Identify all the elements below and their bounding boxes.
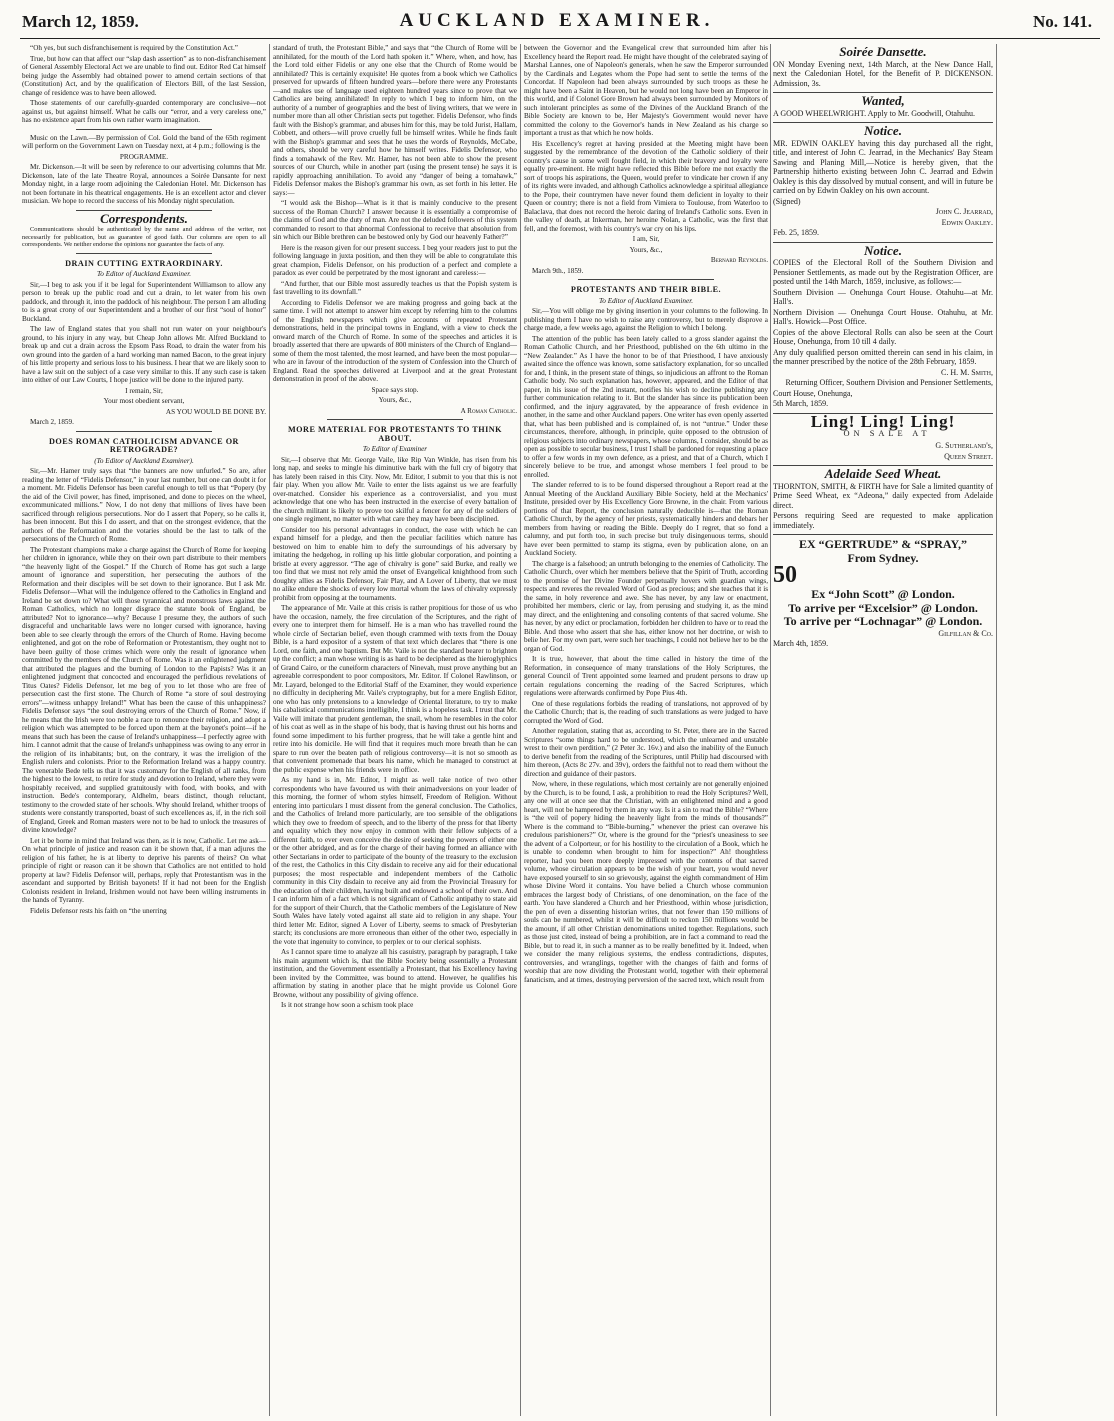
date-line: March 2, 1859. [30, 418, 74, 426]
column-1 [22, 44, 266, 1416]
masthead-rule [20, 38, 1100, 39]
paragraph: The charge is a falsehood; an untruth belonging to the enemies of Catholicity. The Catholic Church, over which her members believe that the Spirit of Truth, according to the promise of her Divine Founder perpetually hovers with guardian wings, respects and reveres the revealed Word of God as precious; and she teaches that it is the same, in holy reverence and awe. She has never, by any law or enactment, prohibited her members, cleric or lay, from perusing and studying it, as the mind may direct, and the enlightening and consoling contents of that sacred volume. She has never, by any edict or proclamation, forbidden her children to have or to read the Bible. And those who assert that she has, either know not her doctrine, or wish to belie her. For my own part, were such her teachings, I could not believe her to be the organ of God. [524, 559, 768, 653]
ad-column-1 [773, 44, 993, 1416]
signature: Returning Officer, Southern Division and Pensioner Settlements, [785, 378, 993, 387]
paragraph: Sir,—You will oblige me by giving insertion in your columns to the following. In publishing them I have no wish to raise any controversy, but to merely disprove a charge made, a few weeks ago, against the Religion to which I belong. [524, 307, 768, 332]
paragraph: “Oh yes, but such disfranchisement is required by the Constitution Act.” [30, 44, 238, 52]
column-2 [273, 44, 517, 1416]
protestants-heading: PROTESTANTS AND THEIR BIBLE. [570, 285, 722, 294]
issue-date: March 12, 1859. [22, 12, 139, 31]
programme-heading: PROGRAMME. [119, 152, 169, 161]
seed-body: Persons requiring Seed are requested to make application immediately. [773, 511, 993, 530]
johnscott-heading: Ex “John Scott” @ London. [811, 587, 955, 601]
signature: AS YOU WOULD BE DONE BY. [165, 407, 266, 416]
issue-number: No. 141. [1032, 12, 1092, 31]
paragraph: True, but how can that affect our “slap dash assertion” as to non-disfranchisement of General Assembly Electoral Act we are unable to find out. Editor Red Cat himself being judge the Assembly had obtained power to amend certain sections of that (Constitution) Act, and by the qualification of Electors Bill, of the last Session, change of residence was to have been allowed. [22, 54, 266, 97]
seed-heading: Adelaide Seed Wheat. [824, 466, 942, 481]
signoff: Yours, &c., [629, 245, 663, 254]
signoff: Yours, &c., [378, 396, 412, 404]
protestants-addressee: To Editor of Auckland Examiner. [598, 296, 694, 305]
ling-body: ON SALE AT [843, 429, 931, 438]
paragraph: between the Governor and the Evangelical crew that surrounded him after his Excellency heard the Report read. He might have thought of the celebrated saying of Marshal Lannes, one of Napoleon's generals, when he saw the Emperor surrounded by the Cardinals and Legates whom the Pope had sent to settle the terms of the Concordat. If Napoleon had been always surrounded by such troops as these he might have been a Saint in Heaven, but he would not long have been an Emperor in this world, and if Colonel Gore Brown had always been surrounded by Monitors of such intolerant principles as some of the Divines of the Auckland Branch of the Bible Society are known to be, Her Majesty's Government would never have committed the colony to the Governor's hands in New Zealand as his charge so important a trust as that which he now holds. [524, 44, 768, 137]
signature: Edwin Oakley. [941, 217, 993, 227]
column-divider [269, 44, 270, 1416]
paragraph: The appearance of Mr. Vaile at this crisis is rather propitious for those of us who have the occasion, namely, the free circulation of the Scriptures, and the right of every one to interpret them for himself. He is a man who has travelled round the whole circle of Sectarian belief, even though crammed with texts from the Douay Bible, is a hard expositor of a system of that text which declares that “there is one Lord, one faith, and one baptism. But Mr. Vaile is not the standard bearer to brighten up the conflict; a man whose writing is as hard to be deciphered as the hieroglyphics of Grand Cairo, or the cuneiform characters of Ninevah, must prove anything but an agreeable correspondent to poor compositors, Mr. Editor. If Colonel Rawlinson, or Mr. Layard, belonged to the Editorial Staff of the Examiner, they would experience no difficulty in deciphering Mr. Vaile's cryptography, but for a mere English Editor, one who has only pretensions to a knowledge of Oriental literature, to try to make his cabalistical communications intelligible, I think is a hopeless task. I trust that Mr. Vaile will imitate that prudent gentleman, the snail, whom he resembles in the color of his coat as well as in the shape of his body, that is having thrust out his horns and found some impediment to his further progress, that he will take a gentle hint and retire into his domicile. He will find that it requires much more breath than he can spare to run over the beaten path of religious controversy—it is not so smooth as that convenient promenade that bears his name, which he managed to construct at the public expense when his friends were in office. [273, 604, 517, 774]
paragraph: Sir,—I beg to ask you if it be legal for Superintendent Williamson to allow any person to break up the public road and cut a drain, to let water from his own paddock, and through it, into the paddock of his neighbour. The person I am alluding to is a great crony of our Superintendent and a brother of our first “soul of honor” Buckland. [22, 280, 266, 323]
wanted-heading: Wanted, [861, 93, 905, 108]
spray-heading: EX “GERTRUDE” & “SPRAY,” [798, 537, 968, 551]
paragraph: Now, where, in these regulations, which most certainly are not generally enjoined by the Church, is to be found, I ask, a prohibition to read the Holy Scriptures? Well, any one will at once see that the Christian, with an enlightened mind and a good heart, will not be hampered by them in any way. Is it a sin to read the Bible? “Where is “the veil of popery hiding the heavenly light from the minds of thousands?” Where is the command to “Bible-burning,” whenever the priest can overawe his credulous parishioners?” Or, where is the ground for the “priest's uneasiness to see the advent of a Colporteur, or for his hostility to the circulation of a Book, which he is unable to condemn when brought to him for inspection?” Ah! thoughtless reporter, had you been more deeply impressed with the contents of that sacred volume, whose circulation appears to be the wish of your heart, you would never have exposed yourself to sin so grievously, against the eighth commandment of Him whose Divine Word it contains. You have belied a Church whose communion embraces the largest body of Christians, of one denomination, on the face of the earth. You have slandered a Church and her Priesthood, within whose jurisdiction, the pen of even a dissenting historian writes, that not fewer than 150 millions of souls can be numbered, whilst it will be difficult to reckon 150 millions would be the amount, if all other Christian denominations united together. Regulations, such as those just cited, instead of being a prohibition, are in fact a command to read the Bible, but to read it, in such a manner as to be really benefitted by it. Indeed, when we consider the many religious systems, the endless contradictions, disputes, controversies, and wranglings, together with the changes of faith and forms of worship that are now dividing the Protestant world, together with their ephemeral fanaticism, and at times, destroying perversion of the sacred text, which result from [524, 780, 768, 984]
paragraph: As my hand is in, Mr. Editor, I might as well take notice of two other correspondents who have favoured us with their animadversions on your leader of this morning, the former of whom styles himself, Freedom of Religion. Without entering into particulars I must dissent from the general conclusion. The Catholics, and the Catholics of Ireland more particularly, are too sensible of the obligations which they owe to freedom of speech, and to the liberty of the press for that liberty and equality which they now enjoy in common with their fellow subjects of a different faith, to ever even conceive the desire of seeking the powers of either one or the other abridged, and as for the charge of their having formed an alliance with other Sectarians in order to participate of the bounty of the treasury to the exclusion of the rest, the Catholics in this City disdain to receive any aid for their educational purposes; the most respectable and independent members of the Catholic community in this City disdain to receive any aid from the Provincial Treasury for the education of their children, having built and endowed a school of their own. And I can inform him of a fact which is not significant of Catholic antipathy to state aid for the support of their Church, that the Catholic members of the Legislature of New South Wales have lately voted against all state aid to religion in any shape. Your third letter Mr. Editor, signed A Lover of Liberty, seems to smack of Presbyterian starch; its conclusions are more erroneous than either of the other two, especially in the vote that ingenuity to convince, to perplex or to our clerical sophists. [273, 776, 517, 946]
signature: John C. Jearrad, [935, 207, 993, 216]
signoff: I am, Sir, [632, 235, 660, 243]
soiree-body: ON Monday Evening next, 14th March, at the New Dance Hall, next the Caledonian Hotel, for the Benefit of P. DICKENSON. Admission, 3s. [773, 59, 993, 88]
notice-body: COPIES of the Electoral Roll of the Southern Division and Pensioner Settlements, as made out by the Registration Officer, are posted until the 14th March, 1859, inclusive, as follows:— [773, 258, 993, 286]
paragraph: The Protestant champions make a charge against the Church of Rome for keeping her children in ignorance, while they on their own part distribute to their members “the heavenly light of the Gospel.” If the Church of Rome has got such a large amount of ignorance and superstition, her persecuting the authors of the Reformation and their disciples will be set down to their ignorance. But I ask Mr. Fidelis Defensor—What will the indulgence offered to the Catholics in England and Ireland be set down to? What will those tyrannical and monstrous laws against the Roman Catholics, which no longer disgrace the statute book of England, be attributed? Not to ignorance—why? Because I presume they, the authors of such disgraceful and uncharitable laws were no longer cursed with ignorance, having been able to see clearly through the errors of the Church of Rome. Having become enlightened, and got on the robe of Reformation or Protestantism, they ought not to have been guilty of those crimes which were only the result of ignorance when committed by the members of the Church of Rome. Was it an enlightened judgment that attributed the plagues and the burning of London to the Papists? Was it an enlightened judgment that concocted and encouraged the perfidious revelations of Titus Oates? Fidelis Defensor, let me beg of you to let those who are free of persecution cast the first stone. The Church of Rome “a store of soul destroying errors”—witness unhappy Ireland!” What has been the cause of this unhappiness? Fidelis Defensor says “the soul destroying errors of the Church of Rome.” Now, if he means that the Irish were too noble a race to renounce their religion, and adopt a religion which was attempted to be forced upon them at the bayonet's point—if he means that such has been the cause of Ireland's unhappiness—I perfectly agree with him. I cannot admit that the cause of Ireland's unhappiness was owing to any error in the religion of its inhabitants; but, on the contrary, it was the irreligion of the English rulers and colonists. Prior to the Reformation Ireland was a happy country. The venerable Bede tells us that it was customary for the English of all ranks, from the highest to the lowest, to retire for study and devotion to Ireland, where they were hospitably received, and supplied gratuitously with food, with books, and with instruction. Bede's contemporary, Aldhelm, bears distinct, though reluctant, testimony to the crowded state of her schools. Why should Ireland, whither troops of students were constantly transported, boast of such excellences as, if, in the rich soil of England, Greek and Roman masters were not to be had to unlock the treasures of divine knowledge? [22, 545, 266, 834]
column-divider [996, 44, 997, 1416]
excelsior-heading: To arrive per “Excelsior” @ London. [788, 600, 978, 615]
paragraph: Sir,—I observe that Mr. George Vaile, like Rip Van Winkle, has risen from his long nap, and seeks to mingle his diminutive bark with the full cry of bigotry that has lately been raised in this City. Now, Mr. Editor, I submit to you that this is not fair play. When you allow Mr. Vaile to enter the lists against us we are fearfully over-matched. Consider his experience as a controversialist, and you must acknowledge that one who has been instructed in the exercise of every battalion of the church militant is likely to prove too skilful a fencer for any of the soldiers of one single regiment, no matter with what care they may have been disciplined. [273, 455, 517, 523]
date-line: Feb. 25, 1859. [773, 228, 819, 237]
correspondents-note: Communications should be authenticated by the name and address of the writer, not necessarily for publication, but as guarantee of good faith. Our columns are open to all correspondents. We neither endorse the opinions nor guarantee the facts of any. [22, 226, 266, 248]
paragraph: The slander referred to is to be found dispersed throughout a Report read at the Annual Meeting of the Auckland Auxiliary Bible Society, held at the Mechanics' Institute, presided over by His Excellency Gore Browne, in the chair. From various portions of that Report, the conclusion naturally deducible is—that the Roman Catholic Church, by the agency of her priests, systematically hinders and debars her members from having or reading the Bible. Deeply do I regret, that so fond a calumny, and put forth too, in such precise but truly disingenuous terms, should have ever been permitted to stamp its stigma, even by publication alone, on an Auckland Society. [524, 481, 768, 557]
soiree-heading: Soirée Dansette. [839, 44, 927, 59]
paragraph: standard of truth, the Protestant Bible,” and says that “the Church of Rome will be annihilated, for the mouth of the Lord hath spoken it.” Where, when, and how, has the Lord told either Fidelis or any one else that the Church of Rome would be annihilated? This is certainly exquisite! He quotes from a book which we Catholics preserved for upwards of fifteen hundred years—before there were any Protestants—and makes use of language used eighteen hundred years since to prove that we Catholics are being annihilated! In reply to which I beg to inform him, on the authority of a number of geographies and the best of living writers, that we were in number more than all other Christian sects put together. Fidelis Defensor, who finds fault with the Bishop's grammar, and abuses him for this, may be told Jurist, Hallam, Cobbett, and others—will prove cruelly full be himself writes. While he finds fault with the Bishop's grammar and sees that he uses the words of Reynolds, McCabe, and others, should be very careful how he himself writes. Fidelis Defensor, who finds a tomahawk of the Rev. Mr. Hamer, has not been able to show the present sources of our Church, while in another part (using the present tense) he says it is rapidly approaching annihilation. To avoid any “danger of being a tomahawk,” Fidelis Defensor makes the Bishop's grammar his own, as set forth in his letter. He says:— [273, 44, 517, 197]
paragraph: Space says stop. [371, 385, 419, 394]
notice-body: Copies of the above Electoral Rolls can also be seen at the Court House, Onehunga, from 10 till 4 daily. [773, 327, 993, 346]
paragraph: One of these regulations forbids the reading of translations, not approved of by the Catholic Church; that is, the reading of such translations as were judged to have corrupted the Word of God. [524, 699, 768, 725]
paragraph: Is it not strange how soon a schism took place [281, 1001, 414, 1009]
signature: A Roman Catholic. [460, 406, 517, 415]
seed-body: THORNTON, SMITH, & FIRTH have for Sale a limited quantity of Prime Seed Wheat, ex “Adeona,” daily expected from Adelaide direct. [773, 481, 993, 510]
section-rule [773, 534, 993, 535]
paragraph: Fidelis Defensor rests his faith on “the unerring [30, 906, 167, 915]
notice-place: Court House, Onehunga, [773, 388, 853, 398]
paragraph: The law of England states that you shall not run water on your neighbour's ground, to his injury in any way, but Cheap John allows Mr. Alfred Buckland to break up and cut a drain across the Epsom Pass Road, to drain the water from his own ground into the garden of a hard working man named Bacon, to the great injury of his little property and serious loss to his business. I hear that we are likely soon to have a law suit on the subject of a case very similar to this. If any such case is taken into either of our Law Courts, I hope justice will be done to the injured party. [22, 325, 266, 384]
music-paragraph: Music on the Lawn.—By permission of Col. Gold the band of the 65th regiment will perform on the Government Lawn on Tuesday next, at 4 p.m.; following is the [22, 133, 266, 150]
signature: Gilfillan & Co. [938, 628, 993, 638]
lochnagar2-heading: To arrive per “Lochnagar” @ London. [783, 614, 983, 628]
column-divider [770, 44, 771, 1416]
notice-south: Southern Division — Onehunga Court House. Otahuhu—at Mr. Hall's. [773, 287, 993, 306]
paragraph: According to Fidelis Defensor we are making progress and going back at the same time. I will not attempt to answer him except by referring him to the columns of the English newspapers which give accounts of repeated Protestant demonstrations, held in the principal towns in England, with a view to check the onward march of the Church of Rome. In some of the speeches and articles it is broadly asserted that there are upwards of 800 ministers of the Church of England—some of them the most talented, the most learned, and have been the most popular—who are in favour of the introduction of the system of Confession into the Church of England. Read the speeches delivered at Liverpool and at the great Protestant demonstration in proof of the above. [273, 298, 517, 383]
notice-heading: Notice. [864, 242, 902, 258]
date-line: March 4th, 1859. [773, 639, 829, 648]
paragraph: Consider too his personal advantages in conduct, the ease with which he can expand himself for a pledge, and then the peculiar facilities which nature has bestowed on him to enable him to defy the surroundings of his adversary by imitating the hedgehog, in rolling up his little globular corporation, and pointing a bristle at every aggressor. “The age of chivalry is gone” said Burke, and really we too find that we must not rely amid the onset of Evangelical knighthood from such doughty allies as Fidelis Defensor, Fair Play, and A Lover of Liberty, that we must no alike endure the shocks of every low mortal whom the laws of chivalry expressly prohibit from opposing at the tournaments. [273, 525, 517, 602]
paragraph: As I cannot spare time to analyze all his casuistry, paragraph by paragraph, I take his main argument which is, that the Bible Society being essentially a Protestant institution, and the Government essentially a Protestant, that his Excellency having been invited by the Committee, was bound to attend. However, he qualifies his affirmation by stating in another place that he might provide us Colonel Gore Browne, without any possibility of giving offence. [273, 948, 517, 999]
rc-addressee: (To Editor of Auckland Examiner). [94, 456, 194, 465]
section-rule [76, 129, 213, 130]
quote: “I would ask the Bishop—What is it that is mainly conducive to the present success of the Roman Church? I answer because it is essentially a compromise of the claims of God and the duty of man. Are not the deluded followers of this system commanded to resort to that abnormal Confessional to receive that absolution from sin which our Bible brethren can be bestowed only by God our heavenly Father?” [273, 199, 517, 241]
spray-block [773, 565, 993, 585]
section-rule [578, 279, 715, 280]
notice-body: MR. EDWIN OAKLEY having this day purchased all the right, title, and interest of John C. Jearrad, in the Mechanics' Bay Steam Sawing and Planing Mill,—Notice is hereby given, that the Partnership hitherto existing between John C. Jearrad and Edwin Oakley is this day dissolved by mutual consent, and will in future be carried on by Edwin Oakley on his own account. [773, 138, 993, 195]
paragraph: Sir,—Mr. Hamer truly says that “the banners are now unfurled.” So are, after reading the letter of “Fidelis Defensor,” in your last number, but one can doubt it for a moment. Mr. Fidelis Defensor has been careful enough to tell us that “Popery (by the aid of the Civil power, has fined, imprisoned, and done to pieces on the wheel, excommunicated millions.” Now, I do not deny that millions of lives have been sacrificed through religious persecutions. Nor do I assert that Popery, so he calls it, has been innocent. But this I do assert, and that on the strongest evidence, that the authors of the Reformation and the votaries should be the last to talk of the persecutions of the Church of Rome. [22, 467, 266, 543]
quote: “And further, that our Bible most assuredly teaches us that the Popish system is fast travelling to its downfall.” [273, 279, 517, 296]
spray-subheading: From Sydney. [847, 550, 919, 565]
column-3 [524, 44, 768, 1416]
rc-heading: DOES ROMAN CATHOLICISM ADVANCE OR RETROGRADE? [49, 436, 239, 454]
correspondents-heading: Correspondents. [100, 210, 188, 226]
date-line: March 9th., 1859. [532, 266, 584, 275]
signature: C. H. M. Smith, [940, 367, 993, 377]
paragraph: The attention of the public has been lately called to a gross slander against the Roman Catholic Church, and her Priesthood, published on the 6th ultimo in the “New Zealander.” As I have the honor to be of that Priesthood, I have anxiously awaited since the offence was known, some satisfactory explanation, for so uncalled for and, I think, in the present state of things, so injudicious an affront to the Roman Catholic body. No such explanation has, however, appeared, and the Editor of that paper, in his issue of the 2nd instant, notifies his wish to decline publishing any further communication relating to it. But the slander has since its publication been confirmed, and the injury aggravated, by the appearance of fresh evidence in another, in the same and other Auckland papers. One writer has even openly asserted that, what has been published and is complained of, is not “untrue.” Under these circumstances, therefore, although, in principle, quite opposed to the obtrusion of religious subjects into ordinary newspapers, whose columns, I consider, should be as open as possible to secular business, I trust I shall be pardoned for requesting a place to offer a few words in my own defence, as a priest, and that of a Church, which I sincerely believe to be true, and amongst whose members I feel proud to be enrolled. [524, 334, 768, 479]
more-heading: MORE MATERIAL FOR PROTESTANTS TO THINK ABOUT. [287, 425, 503, 443]
notice-heading: Notice. [864, 123, 902, 138]
section-rule [76, 431, 213, 432]
section-rule [327, 419, 464, 420]
section-rule [76, 253, 213, 254]
signature: G. Sutherland's, [935, 441, 993, 450]
paragraph: Here is the reason given for our present success. I beg your readers just to put the following language in juxta position, and then they will be able to congratulate this great champion, Fidelis Defensor, on his production of a perfect and complete a paradox as ever could be perpetrated by the most ignorant and careless:— [273, 243, 517, 277]
paragraph: It is true, however, that about the time called in history the time of the Reformation, in consequence of many translations of the Holy Scriptures, the general Council of Trent appointed some learned and prudent persons to draw up certain regulations concerning the reading of the Sacred Scriptures, which regulations were afterwards confirmed by Pope Pius 4th. [524, 655, 768, 697]
paragraph: Another regulation, stating that as, according to St. Peter, there are in the Sacred Scriptures “some things hard to be understood, which the unlearned and unstable wrest to their own perdition,” (2 Peter 3c. 16v.) and also the inability of the Eunuch to derive benefit from the reading of the Scriptures, until Philip had discoursed with him thereon, (Acts 8c 27v. and 39v), orders the faithful not to read them without the direction and guidance of their pastors. [524, 727, 768, 778]
signoff: I remain, Sir, [125, 386, 163, 395]
drain-heading: DRAIN CUTTING EXTRAORDINARY. [65, 258, 223, 268]
spray-quantity: 50 [773, 565, 797, 585]
drain-addressee: To Editor of Auckland Examiner. [96, 270, 192, 278]
ad-column-2-spacer [1000, 44, 1100, 1416]
newspaper-title: AUCKLAND EXAMINER. [399, 10, 715, 31]
notice-north: Northern Division — Onehunga Court House. Otahuhu, at Mr. Hall's. Howick—Post Office. [773, 307, 993, 326]
ling-heading: Ling! Ling! Ling! [810, 411, 956, 431]
dickenson-paragraph: Mr. Dickenson.—It will be seen by reference to our advertising columns that Mr. Dickenson, late of the late Theatre Royal, announces a Soirée Dansante for next Monday night, in a large room adjoining the Caledonian Hotel. Mr. Dickenson has not been fortunate in his theatrical engagements. He is an excellent actor and clever musician. We hope to record the success of his Monday night speculation. [22, 163, 266, 205]
paragraph: Let it be borne in mind that Ireland was then, as it is now, Catholic. Let me ask—On what principle of justice and reason can it be shown that, if a man adjures the religion of his father, he is at liberty to deprive his parents of theirs? On what principle of right or reason can it be shown that Catholics are not entitled to hold property at law? Fidelis Defensor will, perhaps, reply that Protestantism was in the ascendant and supported by British bayonets! If it had not been for the English Colonists resident in Ireland, Irishmen would not have been willing instruments in the hands of Tyranny. [22, 836, 266, 904]
signoff: Your most obedient servant, [103, 397, 185, 405]
signature: Queen Street. [944, 451, 993, 461]
more-addressee: To Editor of Examiner [362, 445, 428, 453]
masthead [0, 0, 1114, 40]
notice-body: Any duly qualified person omitted therein can send in his claim, in the manner prescribed by the notice of the 28th February, 1859. [773, 347, 993, 366]
date-line: 5th March, 1859. [773, 399, 829, 408]
notice-signed: (Signed) [773, 196, 801, 206]
wanted-body: A GOOD WHEELWRIGHT. Apply to Mr. Goodwill, Otahuhu. [773, 108, 975, 118]
signature: Bernard Reynolds. [710, 256, 768, 264]
paragraph: His Excellency's regret at having presided at the Meeting might have been suggested by the remembrance of the devotion of the Catholic soldiery of their country's cause in some well fought field, in which their bravery and loyalty were equally pre-eminent. He might have reflected this Bible before me not exactly the sort of troops his aspirations, the Queen, would prefer to vindicate her crown if any of its rights were invaded, and although Catholics acknowledge a spiritual allegiance to the Pope, their countrymen have never found them deficient in loyalty to their Queen or country; there is not a field from Vimiera to Toulouse, from Waterloo to Balaclava, that does not record the heroic daring of Ireland's Catholic sons. Even in the valley of death, at Inkerman, her heroine Nolan, a Catholic, was the first that fell, and the foremost, with his country's war cry on his lips. [524, 139, 768, 233]
column-divider [520, 44, 521, 1416]
paragraph: Those statements of our carefully-guarded contemporary are conclusive—not against us, but against himself. What he calls our “error, and a very careless one,” has no existence apart from his own rather warm imagination. [22, 99, 266, 124]
